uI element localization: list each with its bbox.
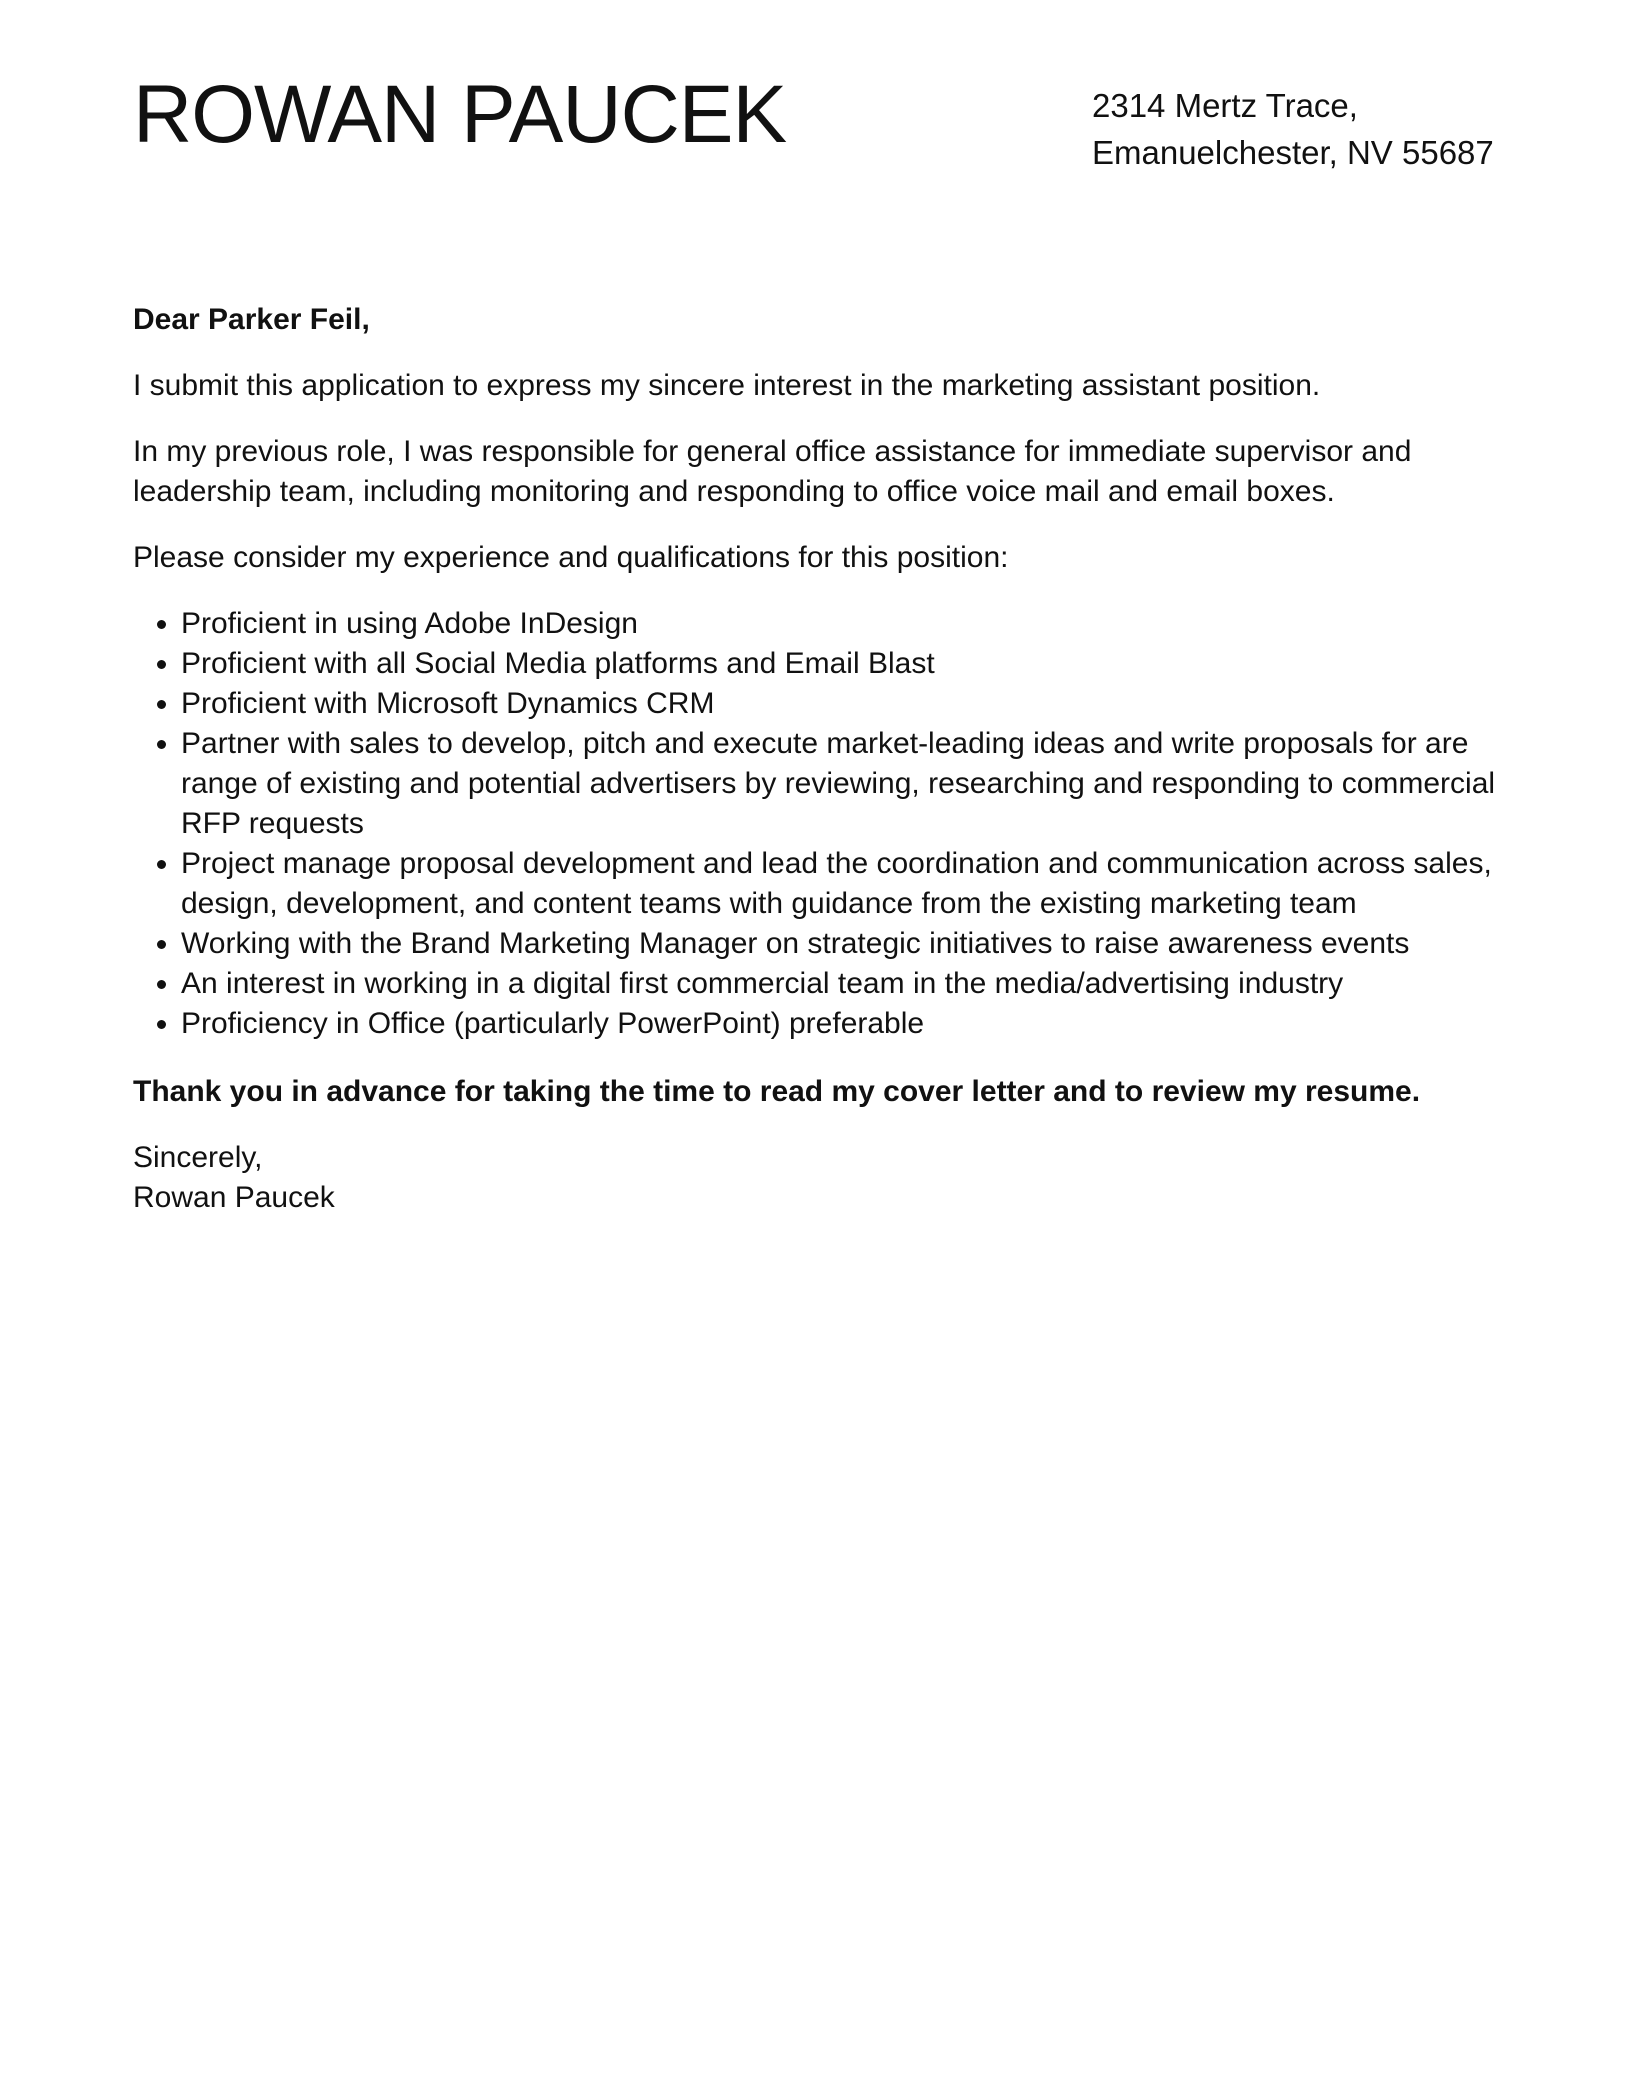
qualification-item: • Proficient with Microsoft Dynamics CRM [181,684,1503,724]
signoff-block [133,1138,1503,1218]
qualification-item: • Proficiency in Office (particularly PowerPoint) preferable [181,1004,1503,1044]
signoff: Sincerely, [133,1141,263,1174]
qualification-item: • An interest in working in a digital first commercial team in the media/advertising industry [181,964,1503,1004]
previous-role-paragraph: In my previous role, I was responsible for general office assistance for immediate supervisor and leadership team, including monitoring and responding to office voice mail and email boxes. [133,435,1412,508]
address-line-2: Emanuelchester, NV 55687 [1092,134,1494,171]
address-line-1: 2314 Mertz Trace, [1092,87,1358,124]
signature-name: Rowan Paucek [133,1181,335,1214]
intro-paragraph: I submit this application to express my sincere interest in the marketing assistant position. [133,369,1321,402]
salutation: Dear Parker Feil, [133,303,370,336]
qualification-item: • Proficient with all Social Media platforms and Email Blast [181,644,1503,684]
qualifications-list [133,604,1503,1044]
closing-paragraph: Thank you in advance for taking the time to read my cover letter and to review my resume. [133,1075,1421,1108]
applicant-address [1092,82,1494,176]
qualification-item: • Project manage proposal development and lead the coordination and communication across sales, design, development, and content teams with guidance from the existing marketing team [181,844,1503,924]
letter-body [133,300,1503,1218]
qualification-item: • Working with the Brand Marketing Manager on strategic initiatives to raise awareness events [181,924,1503,964]
qualification-item: • Proficient in using Adobe InDesign [181,604,1503,644]
qualification-item: • Partner with sales to develop, pitch and execute market-leading ideas and write proposals for are range of existing and potential advertisers by reviewing, researching and responding to commercial RFP requests [181,724,1503,844]
qualifications-intro: Please consider my experience and qualifications for this position: [133,541,1009,574]
applicant-name: ROWAN PAUCEK [133,69,787,160]
